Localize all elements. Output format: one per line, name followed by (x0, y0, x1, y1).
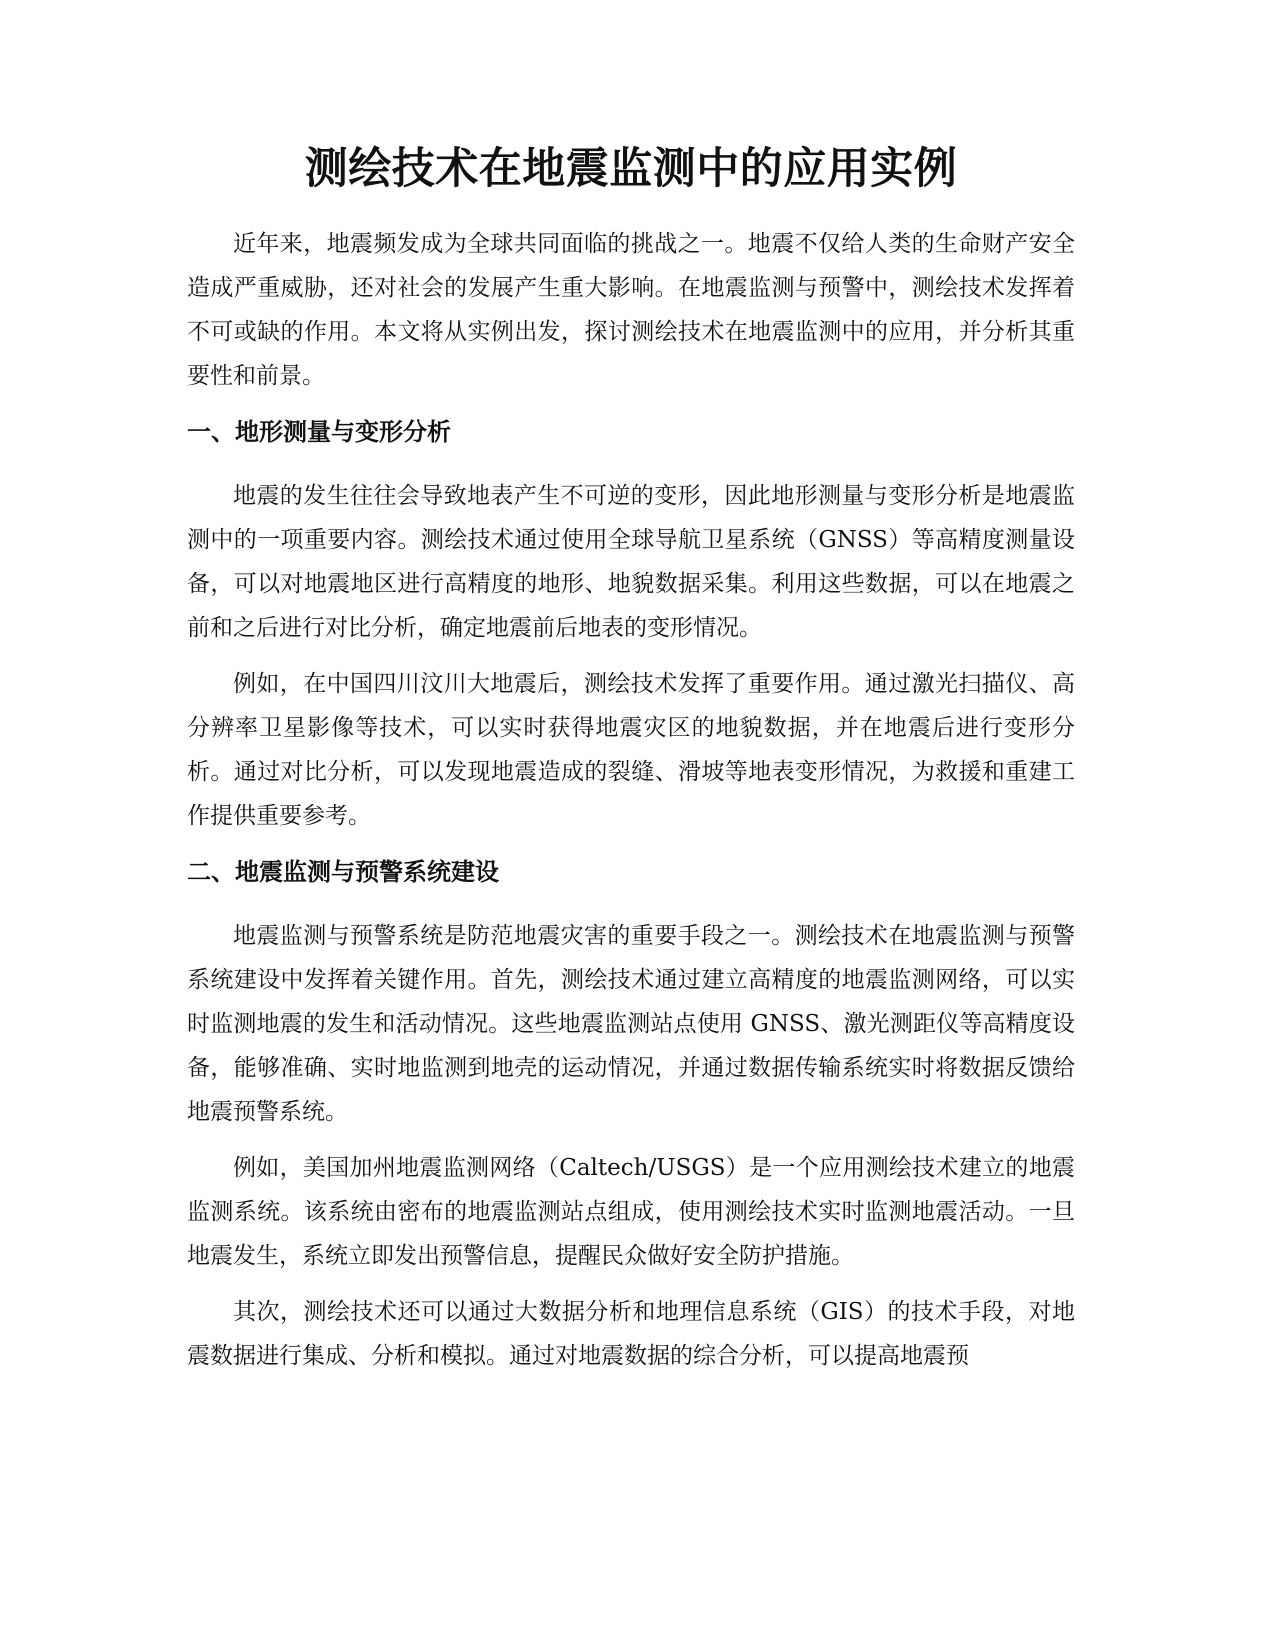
section-1-paragraph-2: 例如，在中国四川汶川大地震后，测绘技术发挥了重要作用。通过激光扫描仪、高分辨率卫星影像等技术，可以实时获得地震灾区的地貌数据，并在地震后进行变形分析。通过对比分析，可以发现地震造成的裂缝、滑坡等地表变形情况，为救援和重建工作提供重要参考。 (187, 671, 1075, 829)
intro-paragraph: 近年来，地震频发成为全球共同面临的挑战之一。地震不仅给人类的生命财产安全造成严重威胁，还对社会的发展产生重大影响。在地震监测与预警中，测绘技术发挥着不可或缺的作用。本文将从实例出发，探讨测绘技术在地震监测中的应用，并分析其重要性和前景。 (187, 231, 1075, 389)
document-title: 测绘技术在地震监测中的应用实例 (304, 144, 958, 194)
section-2-paragraph-1: 地震监测与预警系统是防范地震灾害的重要手段之一。测绘技术在地震监测与预警系统建设中发挥着关键作用。首先，测绘技术通过建立高精度的地震监测网络，可以实时监测地震的发生和活动情况。这些地震监测站点使用 GNSS、激光测距仪等高精度设备，能够准确、实时地监测到地壳的运动情况，并通过数据传输系统实时将数据反馈给地震预警系统。 (187, 923, 1075, 1125)
section-2-heading: 二、地震监测与预警系统建设 (187, 858, 499, 886)
section-1-heading: 一、地形测量与变形分析 (187, 418, 451, 446)
section-2-paragraph-3: 其次，测绘技术还可以通过大数据分析和地理信息系统（GIS）的技术手段，对地震数据进行集成、分析和模拟。通过对地震数据的综合分析，可以提高地震预 (187, 1299, 1075, 1369)
section-2-paragraph-2: 例如，美国加州地震监测网络（Caltech/USGS）是一个应用测绘技术建立的地震监测系统。该系统由密布的地震监测站点组成，使用测绘技术实时监测地震活动。一旦地震发生，系统立即发出预警信息，提醒民众做好安全防护措施。 (187, 1155, 1075, 1269)
section-1-paragraph-1: 地震的发生往往会导致地表产生不可逆的变形，因此地形测量与变形分析是地震监测中的一项重要内容。测绘技术通过使用全球导航卫星系统（GNSS）等高精度测量设备，可以对地震地区进行高精度的地形、地貌数据采集。利用这些数据，可以在地震之前和之后进行对比分析，确定地震前后地表的变形情况。 (187, 483, 1075, 641)
